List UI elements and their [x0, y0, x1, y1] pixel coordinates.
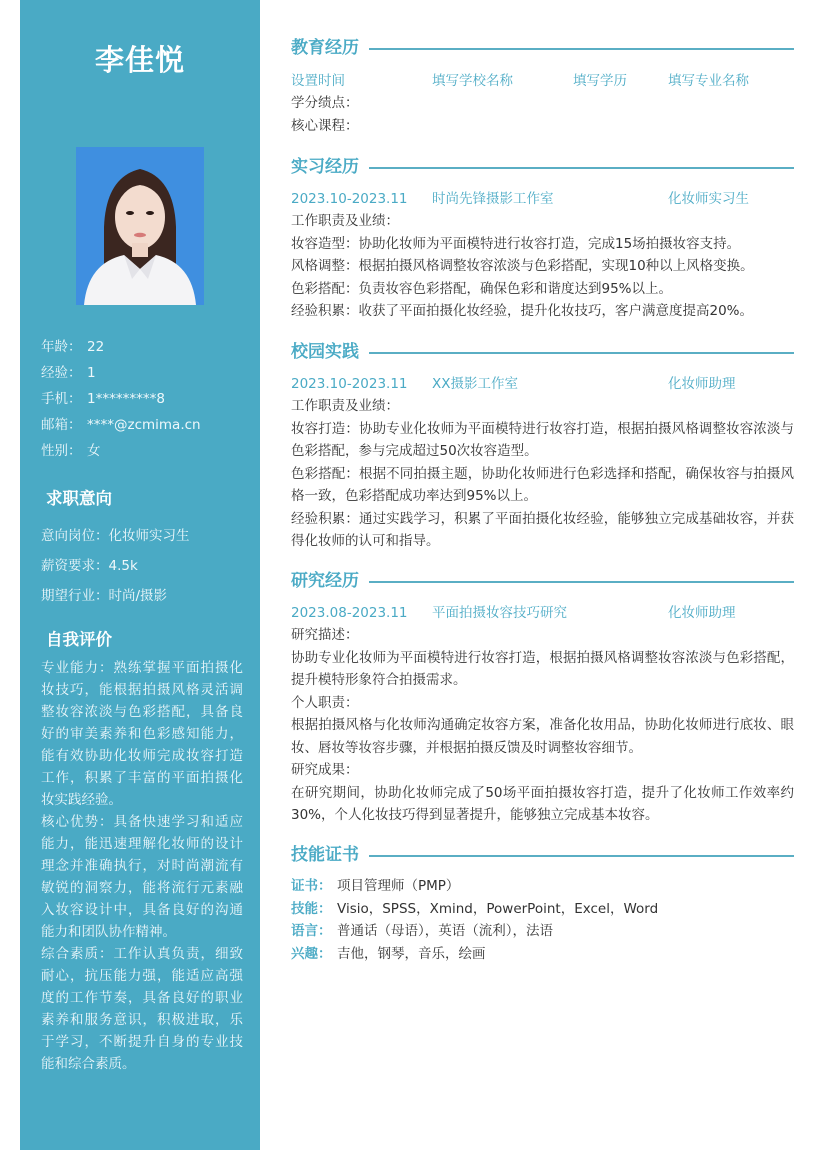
intent-value: 时尚/摄影 — [108, 588, 168, 604]
research-meta-row — [291, 602, 794, 624]
section-divider — [369, 167, 794, 169]
research-section — [291, 568, 794, 827]
info-label: 手机： — [41, 391, 82, 407]
skill-interests — [291, 943, 794, 966]
section-header — [291, 842, 794, 868]
job-intent-heading: 求职意向 — [46, 489, 112, 508]
campus-practice-section — [291, 339, 794, 553]
info-label: 经验： — [41, 365, 82, 381]
info-value: 1*********8 — [87, 391, 165, 407]
evaluation-paragraph: 专业能力：熟练掌握平面拍摄化妆技巧，能根据拍摄风格灵活调整妆容浓淡与色彩搭配，具备良好的审美素养和色彩感知能力，能有效协助化妆师完成妆容打造工作，积累了丰富的平面拍摄化妆实践经验。 — [41, 660, 243, 808]
section-header — [291, 339, 794, 365]
sidebar — [20, 0, 260, 1150]
education-degree: 填写学历 — [573, 73, 627, 89]
candidate-name: 李佳悦 — [94, 43, 185, 77]
campus-org: XX摄影工作室 — [432, 376, 518, 392]
skill-value: 普通话（母语），英语（流利），法语 — [337, 923, 553, 939]
skill-value: 吉他，钢琴，音乐，绘画 — [337, 945, 486, 962]
internship-org: 时尚先锋摄影工作室 — [432, 191, 554, 207]
research-project: 平面拍摄妆容技巧研究 — [432, 605, 567, 621]
internship-line: 风格调整：根据拍摄风格调整妆容浓淡与色彩搭配，实现10种以上风格变换。 — [291, 258, 754, 274]
internship-line: 妆容造型：协助化妆师为平面模特进行妆容打造，完成15场拍摄妆容支持。 — [291, 235, 741, 252]
profile-photo — [76, 147, 204, 305]
section-header — [291, 154, 794, 180]
section-divider — [369, 855, 794, 857]
education-time: 设置时间 — [291, 73, 345, 89]
self-evaluation-heading: 自我评价 — [46, 630, 112, 649]
education-courses: 核心课程： — [291, 117, 359, 134]
self-evaluation-text — [41, 657, 243, 1075]
skill-value: Visio，SPSS，Xmind，PowerPoint，Excel，Word — [337, 900, 659, 917]
skill-label: 兴趣： — [291, 945, 332, 962]
evaluation-paragraph: 综合素质：工作认真负责，细致耐心，抗压能力强，能适应高强度的工作节奏，具备良好的职业素养和服务意识，积极进取，乐于学习，不断提升自身的专业技能和综合素质。 — [41, 946, 243, 1072]
intent-value: 化妆师实习生 — [108, 528, 190, 544]
internship-time: 2023.10-2023.11 — [291, 191, 408, 207]
section-header — [291, 35, 794, 61]
section-divider — [369, 352, 794, 354]
portrait-image-icon — [76, 147, 204, 305]
info-label: 邮箱： — [41, 417, 82, 433]
info-value: 1 — [87, 365, 96, 381]
research-line: 个人职责： — [291, 694, 359, 711]
campus-line: 工作职责及业绩： — [291, 398, 399, 414]
skill-certificate — [291, 875, 794, 898]
job-intent-list — [41, 521, 256, 611]
research-line: 研究描述： — [291, 627, 359, 643]
education-school: 填写学校名称 — [432, 73, 513, 89]
internship-meta-row — [291, 188, 794, 210]
internship-section — [291, 154, 794, 323]
intent-salary — [41, 551, 256, 581]
info-age — [41, 334, 251, 360]
campus-role: 化妆师助理 — [668, 376, 736, 392]
campus-line: 色彩搭配：根据不同拍摄主题，协助化妆师进行色彩选择和搭配，确保妆容与拍摄风格一致，色彩搭配成功率达到95%以上。 — [291, 465, 794, 504]
research-role: 化妆师助理 — [668, 605, 736, 621]
internship-line: 工作职责及业绩： — [291, 213, 399, 229]
campus-line: 妆容打造：协助专业化妆师为平面模特进行妆容打造，根据拍摄风格调整妆容浓淡与色彩搭配，参与完成超过50次妆容造型。 — [291, 420, 794, 459]
intent-label: 期望行业： — [41, 588, 109, 604]
research-line: 根据拍摄风格与化妆师沟通确定妆容方案，准备化妆用品，协助化妆师进行底妆、眼妆、唇妆等妆容步骤，并根据拍摄反馈及时调整妆容细节。 — [291, 717, 794, 756]
education-section — [291, 35, 794, 137]
skill-label: 证书： — [291, 878, 332, 894]
info-value: 女 — [87, 443, 101, 459]
skill-value: 项目管理师（PMP） — [337, 878, 460, 894]
education-major: 填写专业名称 — [668, 73, 749, 89]
section-title: 校园实践 — [291, 339, 367, 365]
info-label: 性别： — [41, 443, 82, 459]
education-gpa: 学分绩点： — [291, 95, 359, 111]
info-email — [41, 412, 251, 438]
section-title: 技能证书 — [291, 842, 367, 868]
intent-label: 薪资要求： — [41, 558, 109, 574]
section-header — [291, 568, 794, 594]
info-value: ****@zcmima.cn — [87, 417, 201, 433]
section-title: 研究经历 — [291, 568, 367, 594]
section-divider — [369, 48, 794, 50]
intent-value: 4.5k — [108, 558, 138, 574]
info-gender — [41, 438, 251, 464]
intent-position — [41, 521, 256, 551]
research-line: 研究成果： — [291, 762, 359, 778]
skill-label: 技能： — [291, 900, 332, 917]
campus-time: 2023.10-2023.11 — [291, 376, 408, 392]
education-meta-row — [291, 70, 794, 92]
research-line: 在研究期间，协助化妆师完成了50场平面拍摄妆容打造，提升了化妆师工作效率约30%，个人化妆技巧得到显著提升，能够独立完成基本妆容。 — [291, 784, 794, 823]
internship-line: 色彩搭配：负责妆容色彩搭配，确保色彩和谐度达到95%以上。 — [291, 280, 673, 297]
section-divider — [369, 581, 794, 583]
info-label: 年龄： — [41, 339, 82, 355]
skill-label: 语言： — [291, 923, 332, 939]
research-time: 2023.08-2023.11 — [291, 605, 408, 621]
skills-section — [291, 842, 794, 965]
info-value: 22 — [87, 339, 105, 355]
internship-role: 化妆师实习生 — [668, 191, 749, 207]
section-title: 教育经历 — [291, 35, 367, 61]
skill-tools — [291, 898, 794, 921]
intent-industry — [41, 581, 256, 611]
campus-line: 经验积累：通过实践学习，积累了平面拍摄化妆经验，能够独立完成基础妆容，并获得化妆师的认可和指导。 — [291, 510, 794, 549]
evaluation-paragraph: 核心优势：具备快速学习和适应能力，能迅速理解化妆师的设计理念并准确执行，对时尚潮流有敏锐的洞察力，能将流行元素融入妆容设计中，具备良好的沟通能力和团队协作精神。 — [41, 814, 243, 940]
info-phone — [41, 386, 251, 412]
skills-list — [291, 875, 794, 965]
basic-info-list — [41, 334, 251, 464]
info-experience — [41, 360, 251, 386]
skill-languages — [291, 920, 794, 943]
section-title: 实习经历 — [291, 154, 367, 180]
intent-label: 意向岗位： — [41, 528, 109, 544]
research-line: 协助专业化妆师为平面模特进行妆容打造，根据拍摄风格调整妆容浓淡与色彩搭配，提升模特形象符合拍摄需求。 — [291, 649, 794, 688]
campus-meta-row — [291, 373, 794, 395]
internship-line: 经验积累：收获了平面拍摄化妆经验，提升化妆技巧，客户满意度提高20%。 — [291, 303, 754, 319]
